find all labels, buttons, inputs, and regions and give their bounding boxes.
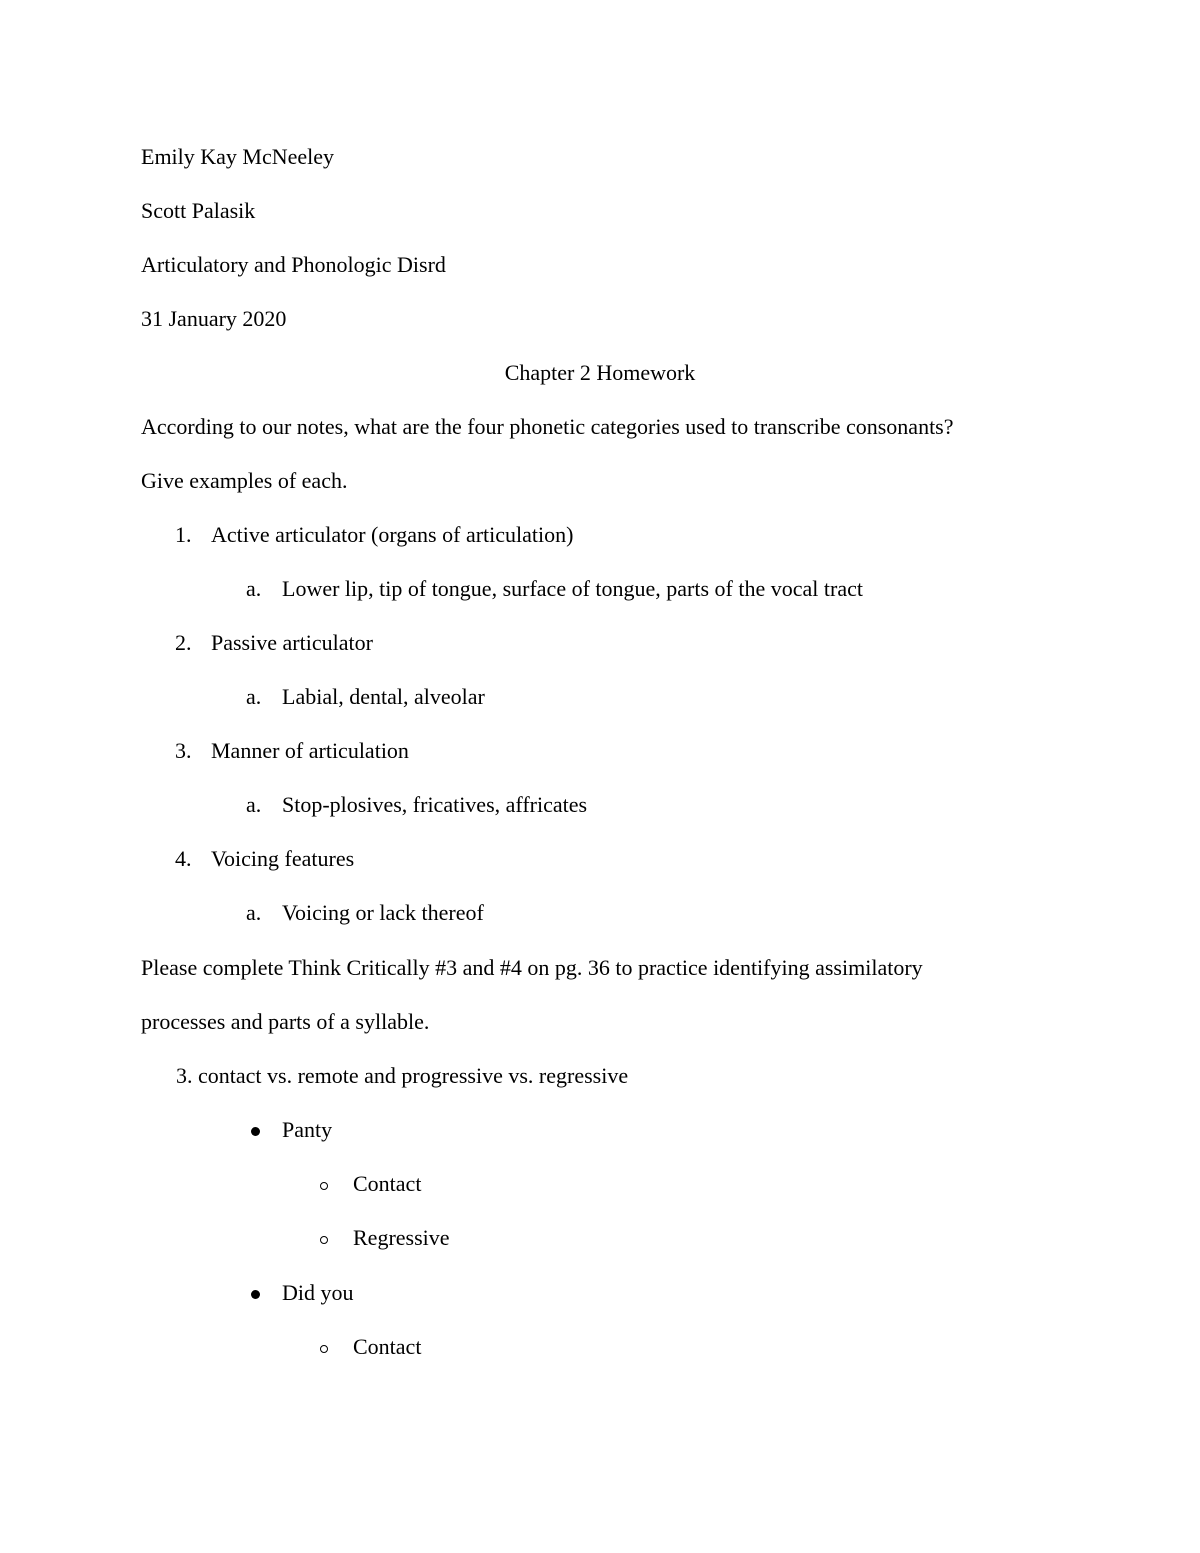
hollow-bullet-icon [320, 1236, 328, 1244]
part-heading: 3. contact vs. remote and progressive vs. regressive [176, 1063, 629, 1088]
list-item: Manner of articulation [211, 738, 409, 763]
list-item: Active articulator (organs of articulation) [211, 522, 574, 547]
bullet-icon [251, 1290, 260, 1299]
bullet-item: Panty [282, 1117, 333, 1142]
sub-bullet-item: Contact [353, 1171, 422, 1196]
list-marker: 4. [175, 846, 192, 871]
list-item: Passive articulator [211, 630, 373, 655]
sub-list-marker: a. [246, 684, 262, 709]
sub-list-item: Labial, dental, alveolar [282, 684, 485, 709]
sub-list-marker: a. [246, 792, 262, 817]
hollow-bullet-icon [320, 1345, 328, 1353]
course-name: Articulatory and Phonologic Disrd [141, 252, 446, 277]
bullet-icon [251, 1127, 260, 1136]
list-marker: 2. [175, 630, 192, 655]
document-title: Chapter 2 Homework [504, 360, 696, 385]
question-1-line-1: According to our notes, what are the four phonetic categories used to transcribe consonants? [141, 414, 954, 439]
list-marker: 3. [175, 738, 192, 763]
hollow-bullet-icon [320, 1182, 328, 1190]
question-2-line-1: Please complete Think Critically #3 and #4 on pg. 36 to practice identifying assimilatory [141, 955, 923, 980]
list-marker: 1. [175, 522, 192, 547]
sub-bullet-item: Regressive [353, 1225, 450, 1250]
question-2-line-2: processes and parts of a syllable. [141, 1009, 430, 1034]
sub-list-item: Stop-plosives, fricatives, affricates [282, 792, 588, 817]
sub-list-item: Lower lip, tip of tongue, surface of tongue, parts of the vocal tract [282, 576, 863, 601]
sub-list-marker: a. [246, 900, 262, 925]
sub-list-item: Voicing or lack thereof [282, 900, 484, 925]
bullet-item: Did you [282, 1280, 354, 1305]
student-name: Emily Kay McNeeley [141, 144, 335, 169]
sub-bullet-item: Contact [353, 1334, 422, 1359]
document-date: 31 January 2020 [141, 306, 287, 331]
question-1-line-2: Give examples of each. [141, 468, 348, 493]
instructor-name: Scott Palasik [141, 198, 256, 223]
sub-list-marker: a. [246, 576, 262, 601]
list-item: Voicing features [211, 846, 355, 871]
